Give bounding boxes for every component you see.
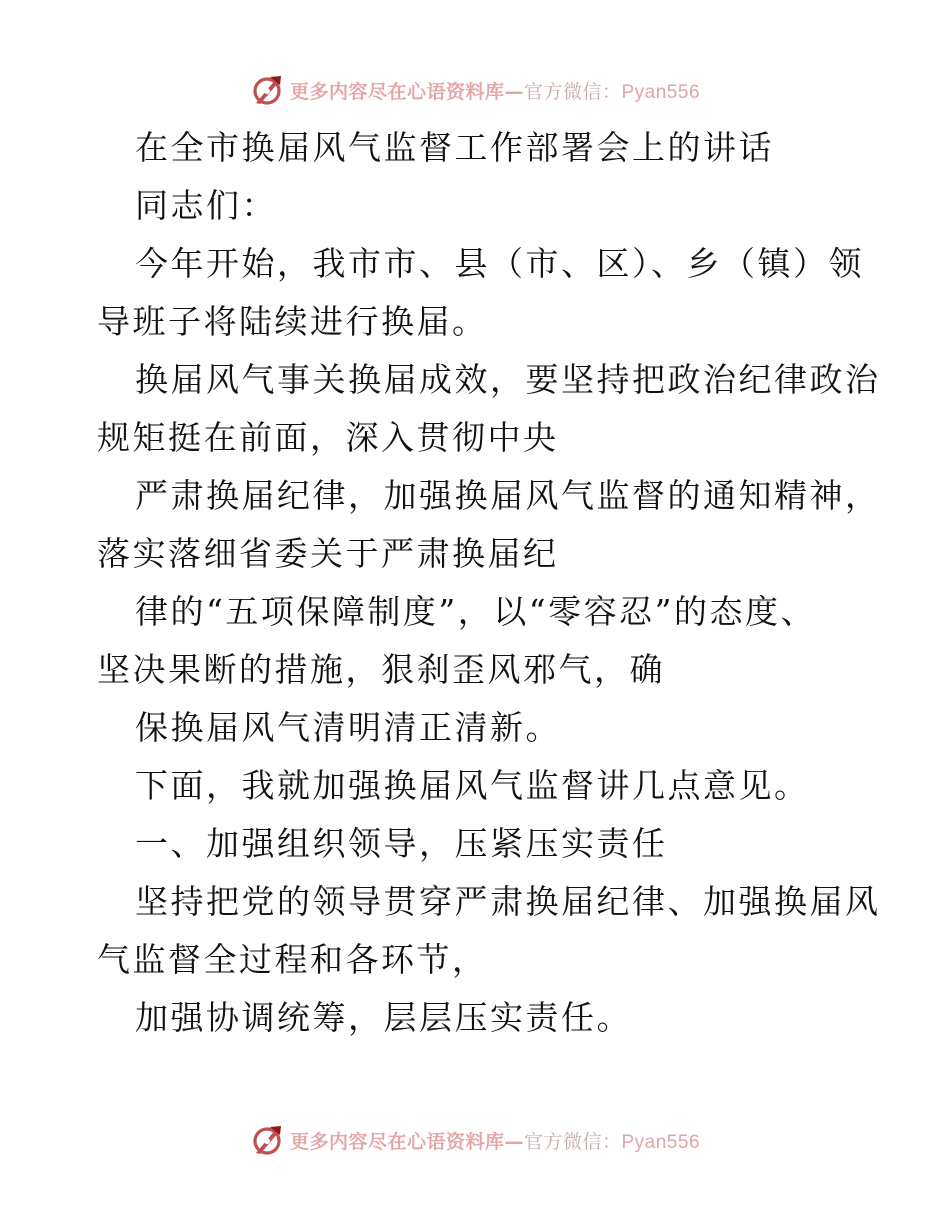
watermark-account: Pyan556	[621, 81, 701, 103]
watermark-label: 官方微信：	[523, 1130, 622, 1153]
watermark-group	[250, 1123, 700, 1157]
text-line: 规矩挺在前面，深入贯彻中央	[97, 418, 559, 457]
watermark-group	[250, 73, 700, 107]
text-line: 加强协调统筹，层层压实责任。	[135, 998, 632, 1037]
text-line: 导班子将陆续进行换届。	[97, 302, 488, 341]
watermark-main: 更多内容尽在心语资料库	[289, 1130, 505, 1153]
document-title: 在全市换届风气监督工作部署会上的讲话	[135, 128, 774, 167]
quill-circle-icon	[250, 73, 284, 107]
text-line: 保换届风气清明清正清新。	[135, 708, 561, 747]
paragraph-lines	[97, 235, 881, 1047]
text-line: 今年开始，我市市、县（市、区）、乡（镇）领	[135, 244, 864, 283]
watermark-account: Pyan556	[621, 1131, 701, 1153]
text-line: 换届风气事关换届成效，要坚持把政治纪律政治	[135, 360, 881, 399]
text-line: 坚决果断的措施，狠刹歪风邪气，确	[97, 650, 665, 689]
text-line: 气监督全过程和各环节，	[97, 940, 488, 979]
watermark-dash: —	[504, 1130, 524, 1153]
document-body	[97, 119, 881, 1047]
header-watermark	[0, 70, 950, 110]
text-line: 坚持把党的领导贯穿严肃换届纪律、加强换届风	[135, 882, 881, 921]
footer-watermark	[0, 1120, 950, 1160]
text-line: 律的“五项保障制度”，以“零容忍”的态度、	[135, 592, 816, 631]
text-line: 严肃换届纪律，加强换届风气监督的通知精神，	[135, 476, 881, 515]
watermark-dash: —	[504, 80, 524, 103]
salutation: 同志们：	[135, 186, 277, 225]
watermark-main: 更多内容尽在心语资料库	[289, 80, 505, 103]
quill-circle-icon	[250, 1123, 284, 1157]
text-line: 落实落细省委关于严肃换届纪	[97, 534, 559, 573]
watermark-text	[290, 77, 700, 104]
watermark-label: 官方微信：	[523, 80, 622, 103]
text-line: 一、加强组织领导，压紧压实责任	[135, 824, 668, 863]
watermark-text	[290, 1127, 700, 1154]
text-line: 下面，我就加强换届风气监督讲几点意见。	[135, 766, 810, 805]
